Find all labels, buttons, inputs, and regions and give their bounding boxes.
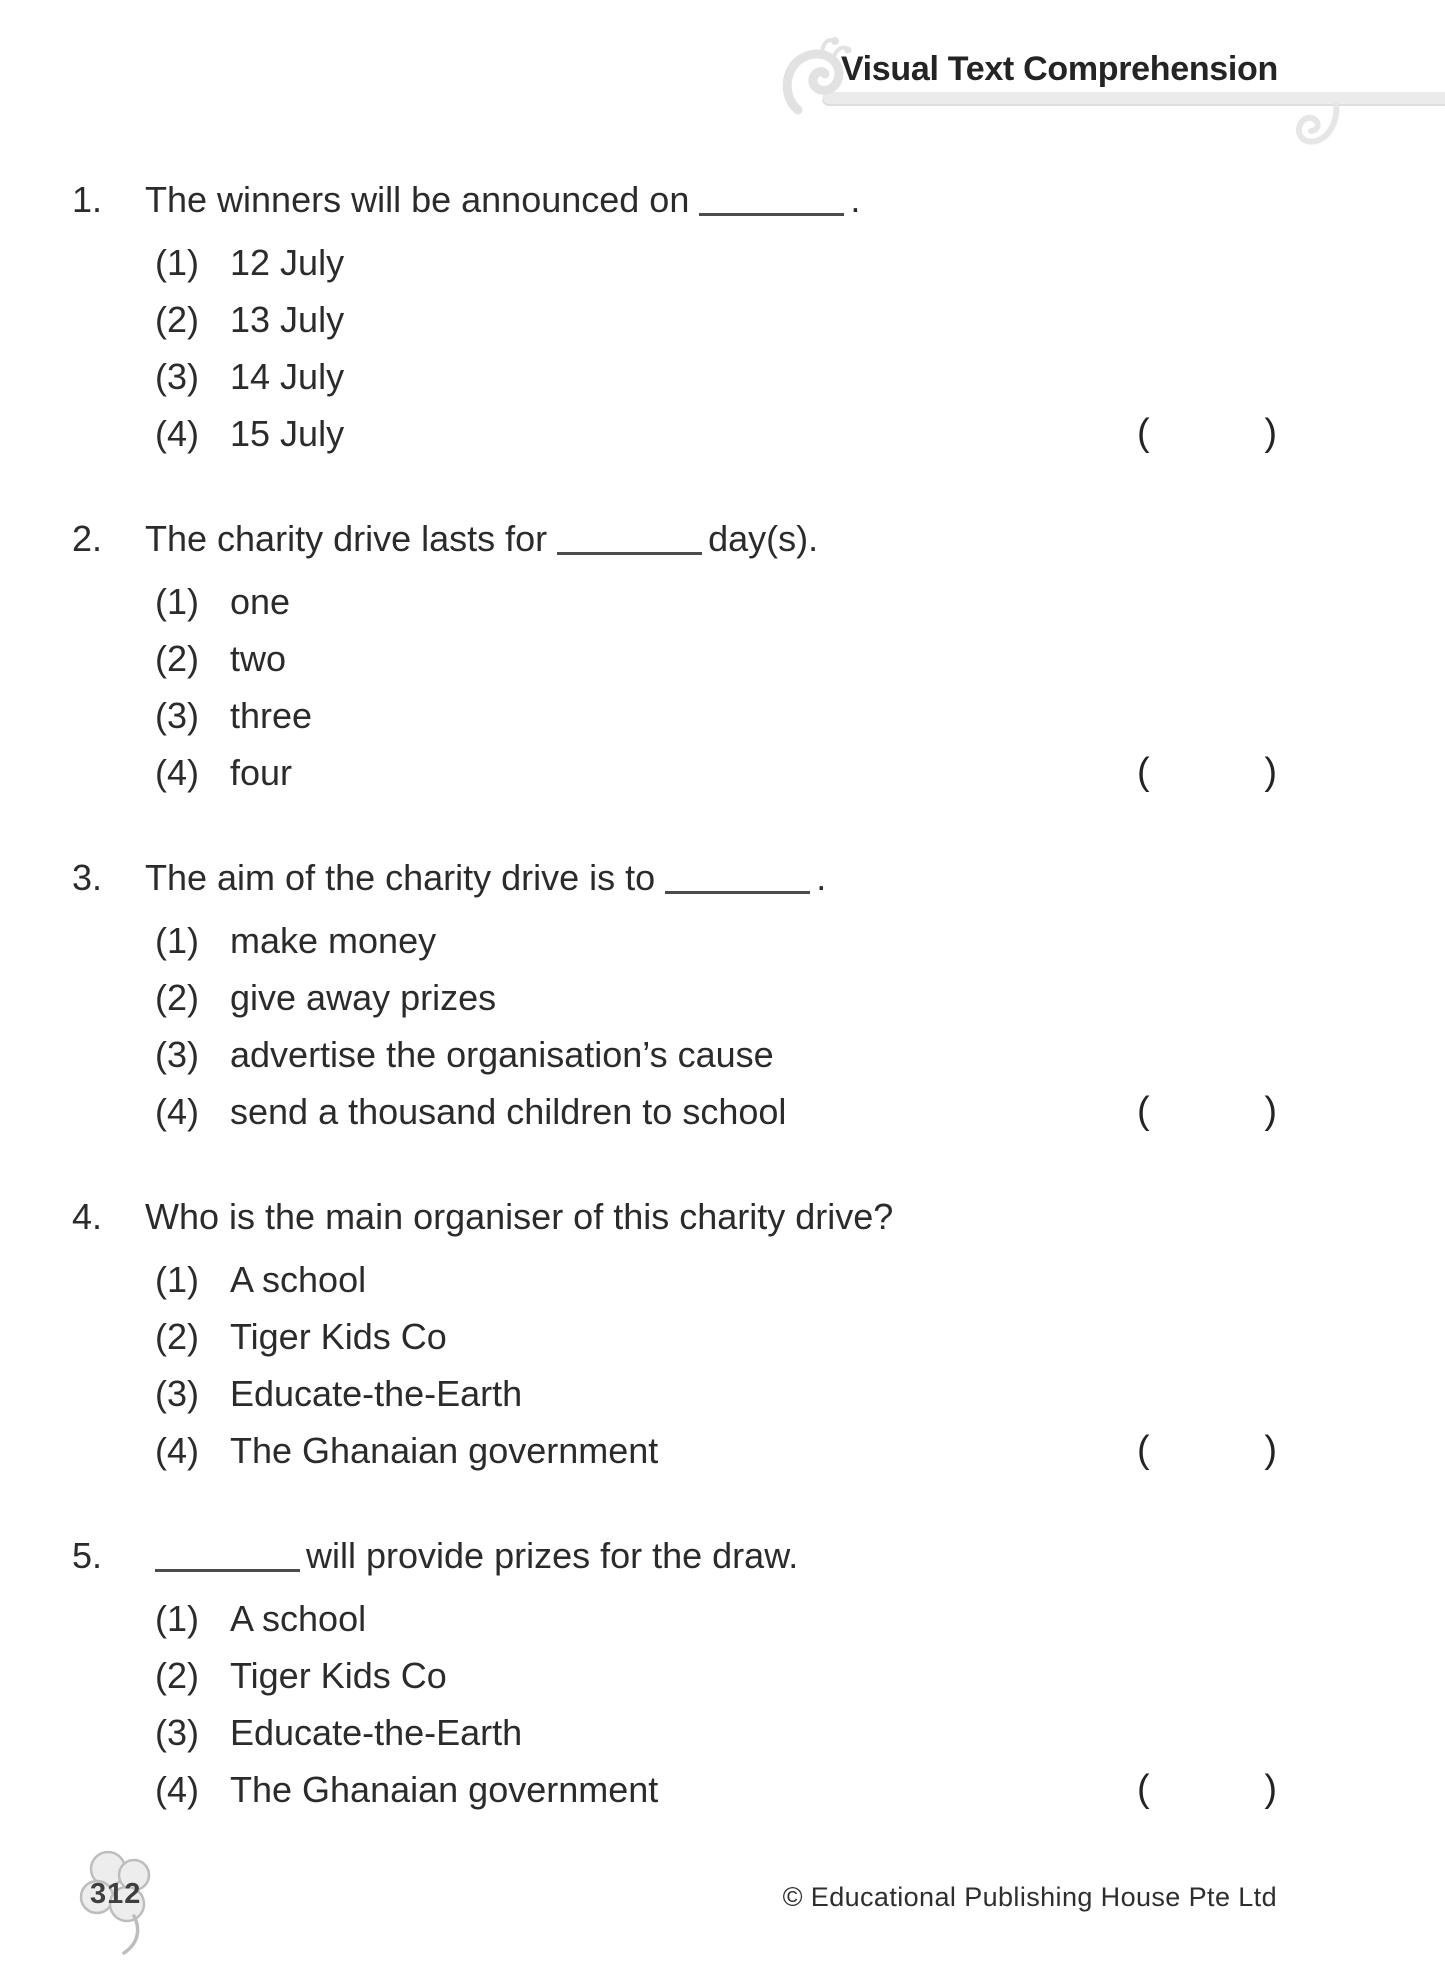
curl-swirl-icon [1292, 102, 1348, 160]
option-row [72, 405, 1277, 462]
close-bracket: ) [1264, 751, 1277, 793]
question-list [72, 176, 1277, 1871]
option-text: 13 July [230, 299, 345, 340]
answer-brackets [1137, 405, 1277, 462]
page-number: 312 [90, 1878, 142, 1910]
prompt-before: The aim of the charity drive is to [145, 857, 656, 898]
question-prompt [145, 1193, 1277, 1241]
page-title: Visual Text Comprehension [840, 50, 1278, 88]
option-marker: (3) [155, 1373, 199, 1414]
option-text: Tiger Kids Co [230, 1655, 447, 1696]
copyright-text: © Educational Publishing House Pte Ltd [782, 1882, 1277, 1912]
option-marker: (2) [155, 1655, 199, 1696]
option-row [72, 1704, 1277, 1761]
option-text: 14 July [230, 356, 345, 397]
answer-blank [155, 1533, 300, 1572]
option-marker: (1) [155, 1259, 199, 1300]
question-prompt [145, 515, 1277, 563]
option-row [72, 348, 1277, 405]
prompt-before: The charity drive lasts for [145, 518, 548, 559]
open-bracket: ( [1137, 751, 1150, 793]
question-number: 4. [72, 1196, 103, 1237]
option-text: A school [230, 1598, 367, 1639]
question-prompt [145, 1532, 1277, 1580]
open-bracket: ( [1137, 1768, 1150, 1810]
answer-brackets [1137, 744, 1277, 801]
option-list [72, 573, 1277, 801]
option-marker: (3) [155, 695, 199, 736]
option-text: send a thousand children to school [230, 1091, 787, 1132]
answer-brackets [1137, 1083, 1277, 1140]
close-bracket: ) [1264, 1429, 1277, 1471]
option-text: four [230, 752, 293, 793]
option-row [72, 573, 1277, 630]
option-marker: (3) [155, 1712, 199, 1753]
question-prompt [145, 854, 1277, 902]
option-list [72, 1251, 1277, 1479]
question-prompt [145, 176, 1277, 224]
option-marker: (1) [155, 920, 199, 961]
close-bracket: ) [1264, 1090, 1277, 1132]
close-bracket: ) [1264, 412, 1277, 454]
option-text: three [230, 695, 313, 736]
prompt-after: day(s). [708, 518, 819, 559]
option-text: advertise the organisation’s cause [230, 1034, 774, 1075]
question-5 [72, 1532, 1277, 1818]
option-row [72, 1365, 1277, 1422]
option-row [72, 1308, 1277, 1365]
option-row [72, 744, 1277, 801]
open-bracket: ( [1137, 1090, 1150, 1132]
prompt-before: Who is the main organiser of this charity drive? [145, 1196, 894, 1237]
prompt-after: . [850, 179, 861, 220]
option-list [72, 912, 1277, 1140]
answer-blank [665, 855, 810, 894]
option-row [72, 630, 1277, 687]
header-rule-bar [822, 92, 1445, 106]
option-marker: (1) [155, 242, 199, 283]
question-number: 5. [72, 1535, 103, 1576]
open-bracket: ( [1137, 1429, 1150, 1471]
option-marker: (4) [155, 752, 199, 793]
option-row [72, 1590, 1277, 1647]
option-text: one [230, 581, 291, 622]
prompt-after: will provide prizes for the draw. [306, 1535, 799, 1576]
option-row [72, 912, 1277, 969]
option-row [72, 1422, 1277, 1479]
open-bracket: ( [1137, 412, 1150, 454]
option-marker: (3) [155, 1034, 199, 1075]
option-marker: (2) [155, 1316, 199, 1357]
option-text: A school [230, 1259, 367, 1300]
option-row [72, 1647, 1277, 1704]
prompt-before: The winners will be announced on [145, 179, 690, 220]
option-text: The Ghanaian government [230, 1769, 659, 1810]
prompt-after: . [816, 857, 827, 898]
option-text: give away prizes [230, 977, 497, 1018]
question-2 [72, 515, 1277, 801]
option-text: Tiger Kids Co [230, 1316, 447, 1357]
answer-brackets [1137, 1761, 1277, 1818]
option-marker: (4) [155, 1091, 199, 1132]
option-marker: (1) [155, 1598, 199, 1639]
option-row [72, 1083, 1277, 1140]
option-text: two [230, 638, 287, 679]
option-row [72, 234, 1277, 291]
option-marker: (4) [155, 1430, 199, 1471]
answer-blank [699, 177, 844, 216]
answer-brackets [1137, 1422, 1277, 1479]
option-row [72, 1251, 1277, 1308]
option-text: Educate-the-Earth [230, 1712, 523, 1753]
option-text: Educate-the-Earth [230, 1373, 523, 1414]
question-number: 3. [72, 857, 103, 898]
question-4 [72, 1193, 1277, 1479]
option-list [72, 234, 1277, 462]
question-number: 2. [72, 518, 103, 559]
option-row [72, 291, 1277, 348]
question-3 [72, 854, 1277, 1140]
option-marker: (2) [155, 977, 199, 1018]
option-row [72, 1026, 1277, 1083]
option-marker: (2) [155, 299, 199, 340]
option-text: 15 July [230, 413, 345, 454]
option-marker: (3) [155, 356, 199, 397]
option-list [72, 1590, 1277, 1818]
option-marker: (2) [155, 638, 199, 679]
close-bracket: ) [1264, 1768, 1277, 1810]
option-row [72, 687, 1277, 744]
answer-blank [557, 516, 702, 555]
option-row [72, 969, 1277, 1026]
option-marker: (1) [155, 581, 199, 622]
option-row [72, 1761, 1277, 1818]
question-number: 1. [72, 179, 103, 220]
question-1 [72, 176, 1277, 462]
option-text: 12 July [230, 242, 345, 283]
option-text: The Ghanaian government [230, 1430, 659, 1471]
option-text: make money [230, 920, 437, 961]
option-marker: (4) [155, 1769, 199, 1810]
option-marker: (4) [155, 413, 199, 454]
